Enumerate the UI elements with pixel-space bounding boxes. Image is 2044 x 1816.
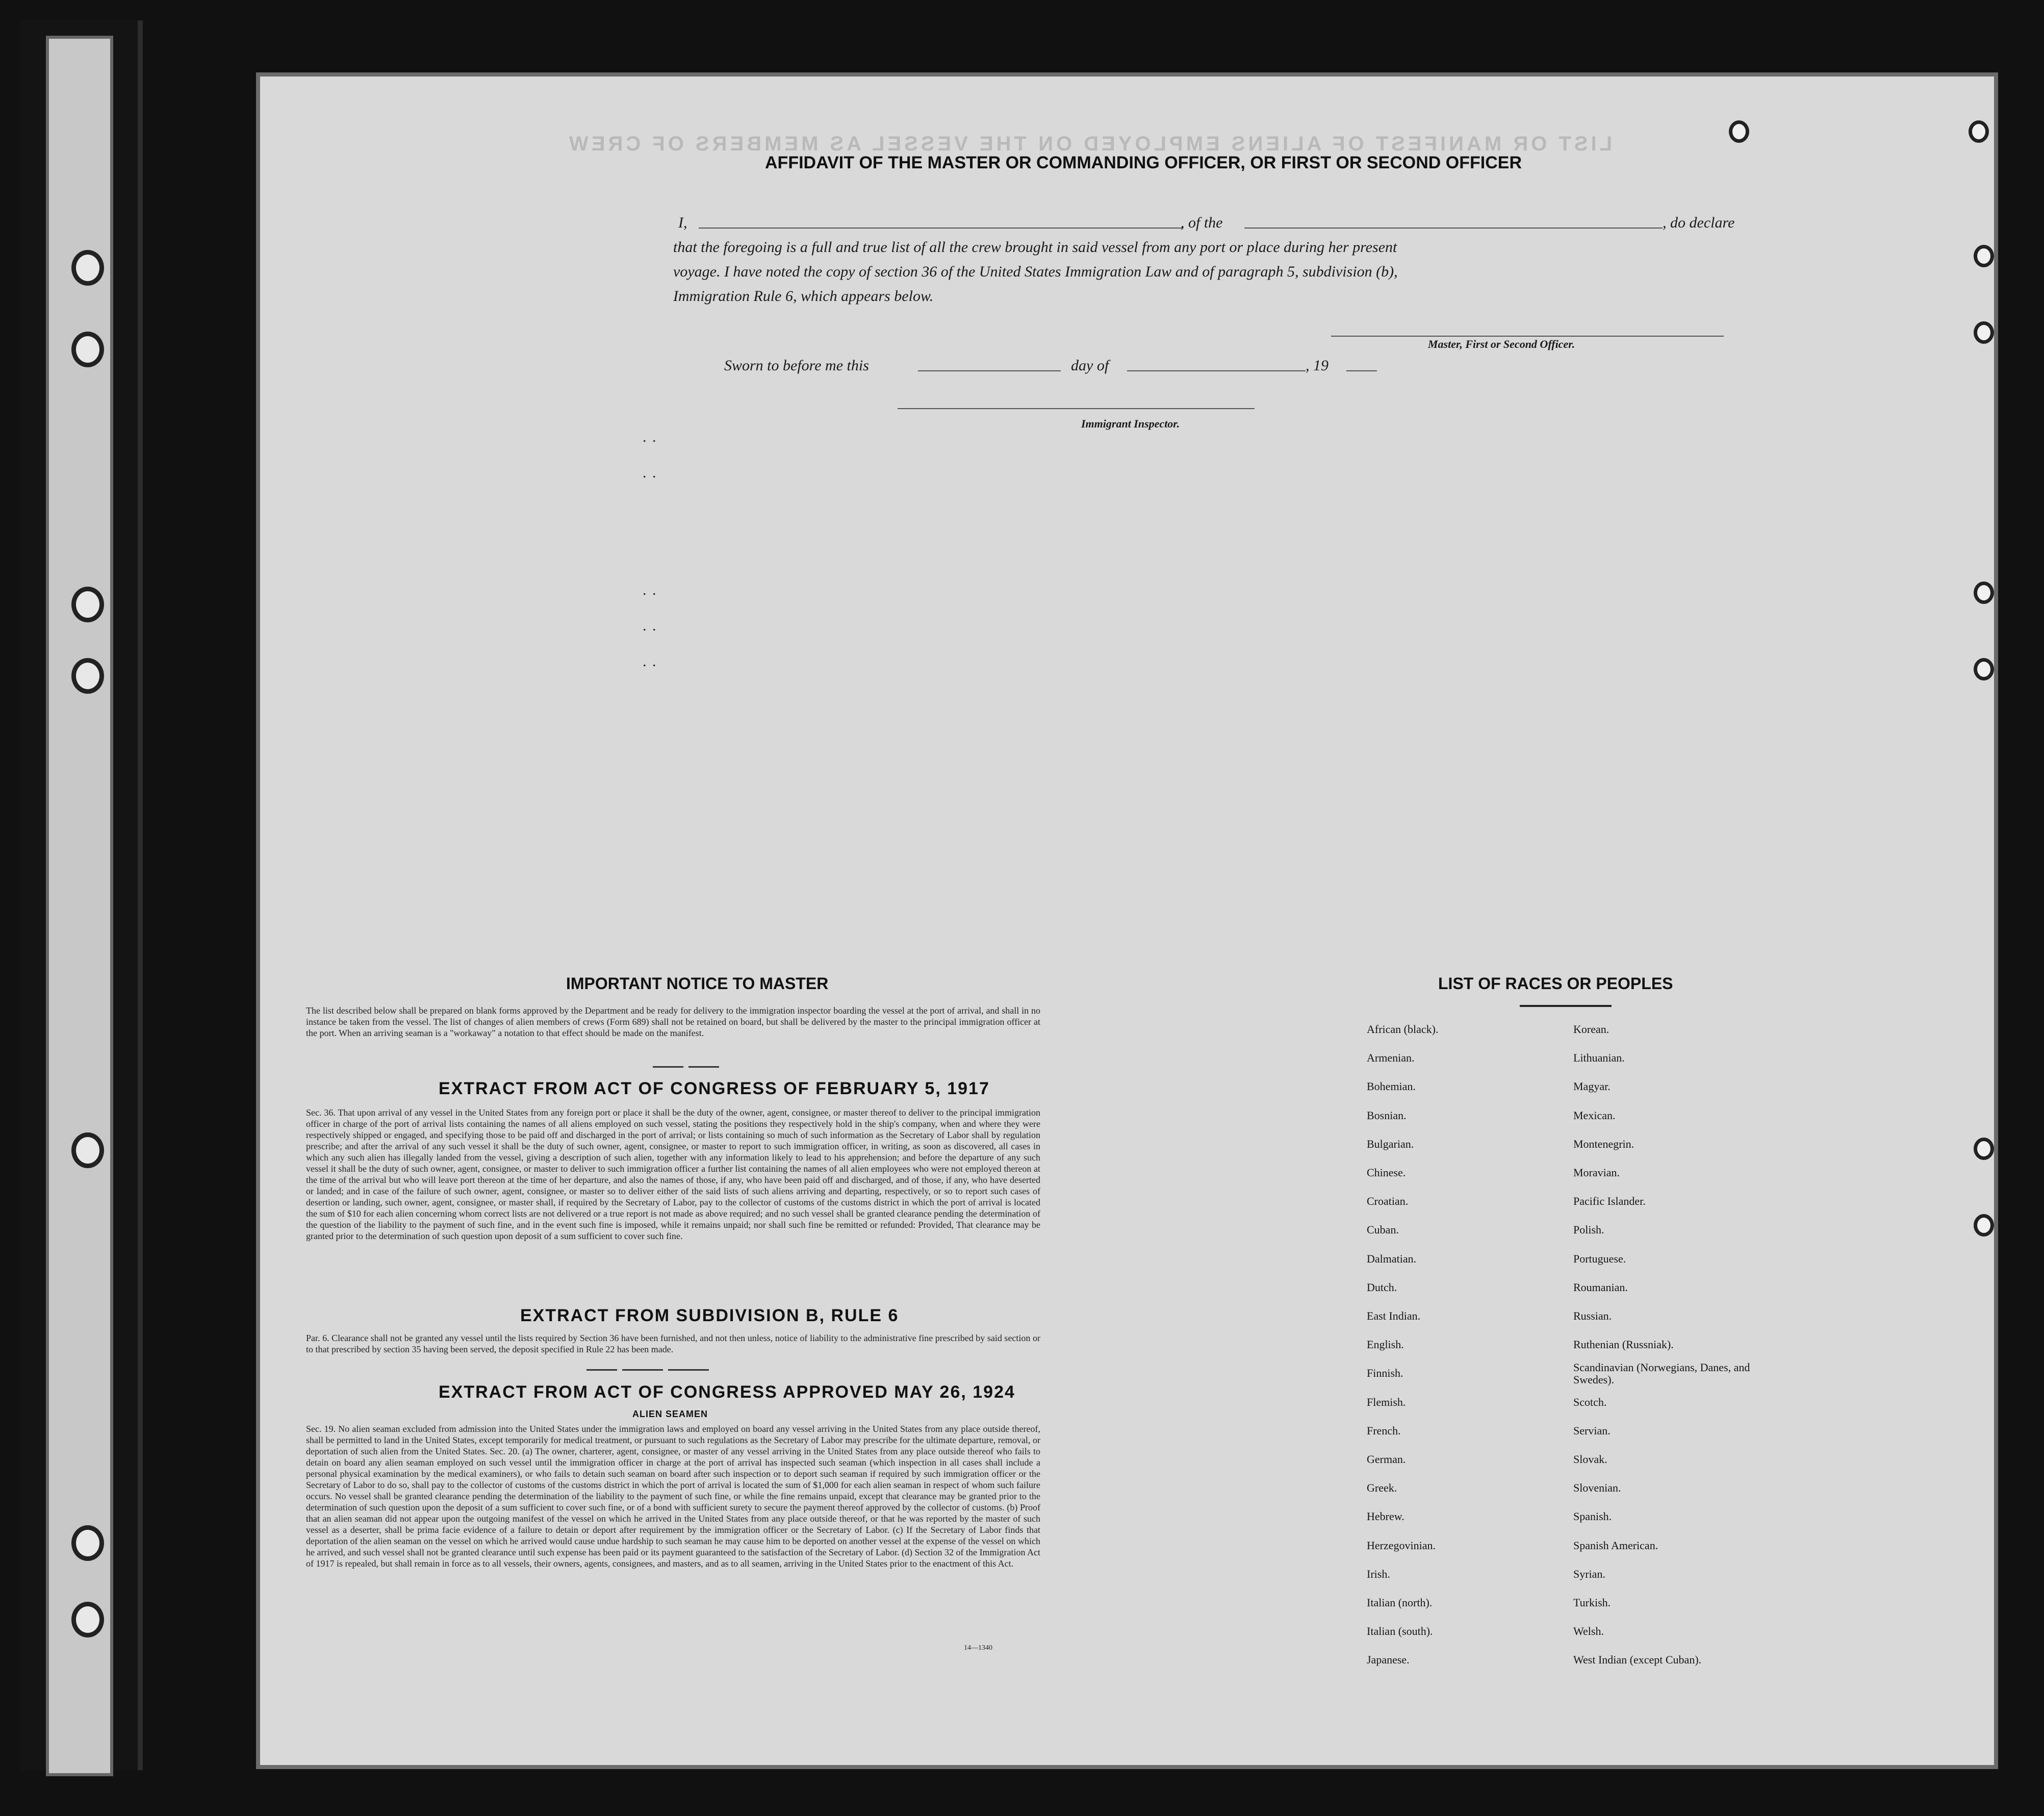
- binder-ring: [71, 1525, 104, 1561]
- race-item: Chinese.: [1367, 1166, 1406, 1179]
- race-item: Flemish.: [1367, 1395, 1406, 1408]
- race-item: Irish.: [1367, 1567, 1390, 1580]
- punch-hole: [1974, 1138, 1994, 1160]
- race-item: Ruthenian (Russniak).: [1573, 1338, 1674, 1351]
- binder-ring: [71, 250, 104, 286]
- race-item: Dutch.: [1367, 1280, 1397, 1294]
- ghost-row-mark: . .: [643, 464, 657, 481]
- race-item: Montenegrin.: [1573, 1137, 1634, 1150]
- form-number: 14—1340: [964, 1644, 992, 1652]
- binder-ring: [71, 587, 104, 622]
- race-item: Bulgarian.: [1367, 1137, 1414, 1150]
- affidavit-i: I,: [678, 214, 687, 231]
- affidavit-declare: , do declare: [1663, 214, 1735, 231]
- race-item: Welsh.: [1573, 1625, 1604, 1638]
- blank-name: [699, 228, 1183, 229]
- race-item: Portuguese.: [1573, 1252, 1626, 1265]
- race-item: Armenian.: [1367, 1051, 1415, 1065]
- race-item: Roumanian.: [1573, 1280, 1628, 1294]
- race-item: Pacific Islander.: [1573, 1195, 1646, 1208]
- race-item: Moravian.: [1573, 1166, 1620, 1179]
- show-through-header: LIST OR MANIFEST OF ALIENS EMPLOYED ON THE VESSEL AS MEMBERS OF CREW: [566, 133, 1613, 155]
- extract-1924-body: Sec. 19. No alien seaman excluded from admission into the United States under the immigration laws and employed on board any vessel arriving in the United States from any place outside thereof, shall be permitted to land in the United States, except temporarily for medical treatment, or pursuant to such regulations as the Secretary of Labor may prescribe for the ultimate departure, removal, or deportation of such alien from the United States. Sec. 20. (a) The owner, charterer, agent, consignee, or master of any vessel arriving in the United States from any place outside thereof who fails to detain on board any alien seaman employed on such vessel until the immigration officer in charge at the port of arrival has inspected such seaman (which inspection in all cases shall include a personal physical examination by the medical examiners), or who fails to detain such seaman on board after such inspection or to deport such seaman if required by such immigration officer or the Secretary of Labor to do so, shall pay to the collector of customs of the customs district in which the port of arrival is located the sum of $1,000 for each alien seaman in respect of whom such failure occurs. No vessel shall be granted clearance pending the determination of the liability to the payment of such fine, or while the fine remains unpaid, except that clearance may be granted prior to the determination of such question upon the deposit of a sum sufficient to cover such fine, or of a bond with sufficient surety to secure the payment thereof approved by the collector of customs. (b) Proof that an alien seaman did not appear upon the outgoing manifest of the vessel on which he arrived in the United States from any place outside thereof, or that he was reported by the master of such vessel as a deserter, shall be prima facie evidence of a failure to detain or deport after requirement by the immigration officer or the Secretary of Labor. (c) If the Secretary of Labor finds that deportation of the alien seaman on the vessel on which he arrived would cause undue hardship to such seaman he may cause him to be deported on another vessel at the expense of the vessel on which he arrived, and such vessel shall not be granted clearance until such expense has been paid or its payment guaranteed to the satisfaction of the Secretary of Labor. (d) Section 32 of the Immigration Act of 1917 is repealed, but shall remain in force as to all vessels, their owners, agents, consignees, and masters, and as to all seamen, arriving in the United States prior to the enactment of this Act.: [306, 1424, 1040, 1569]
- race-item: Finnish.: [1367, 1367, 1403, 1380]
- blank-day: [918, 370, 1061, 371]
- signature-label: Master, First or Second Officer.: [1428, 338, 1575, 350]
- blank-month: [1127, 370, 1306, 371]
- punch-hole: [1969, 120, 1989, 143]
- race-item: Scotch.: [1573, 1395, 1607, 1408]
- race-item: Syrian.: [1573, 1567, 1605, 1580]
- race-item: East Indian.: [1367, 1309, 1421, 1322]
- separator: [668, 1369, 709, 1371]
- race-item: Lithuanian.: [1573, 1051, 1625, 1065]
- punch-hole: [1974, 582, 1994, 604]
- affidavit-line3: voyage. I have noted the copy of section 36 of the United States Immigration Law and of paragraph 5, subdivision (b),: [673, 263, 1398, 280]
- affidavit-title: AFFIDAVIT OF THE MASTER OR COMMANDING OFFICER, OR FIRST OR SECOND OFFICER: [765, 153, 1522, 172]
- binder-ring: [71, 332, 104, 367]
- affidavit-line4: Immigration Rule 6, which appears below.: [673, 288, 934, 305]
- race-item: Magyar.: [1573, 1080, 1611, 1093]
- punch-hole: [1974, 321, 1994, 344]
- blank-year: [1346, 370, 1377, 371]
- binder-strip: [46, 36, 113, 1776]
- binder-ring: [71, 1132, 104, 1168]
- race-item: Dalmatian.: [1367, 1252, 1417, 1265]
- races-title: LIST OF RACES OR PEOPLES: [1438, 974, 1673, 993]
- race-item: English.: [1367, 1338, 1404, 1351]
- race-item: Russian.: [1573, 1309, 1612, 1322]
- separator: [622, 1369, 663, 1371]
- race-item: Spanish.: [1573, 1510, 1612, 1523]
- affidavit-of-the: , of the: [1181, 214, 1223, 231]
- extract-1917-body: Sec. 36. That upon arrival of any vessel in the United States from any foreign port or place it shall be the duty of the owner, agent, consignee, or master thereof to deliver to the principal immigration officer in charge of the port of arrival lists containing the names of all aliens employed on such vessel, stating the positions they respectively hold in the ship's company, when and where they were respectively shipped or engaged, and specifying those to be paid off and discharged in the port of arrival; or lists containing so much of such information as the Secretary of Labor shall by regulation prescribe; and after the arrival of any such vessel it shall be the duty of such owner, agent, consignee, or master to report to such immigration officer, in writing, as soon as discovered, all cases in which any such alien has illegally landed from the vessel, giving a description of such alien, together with any information likely to lead to his apprehension; and before the departure of any such vessel it shall be the duty of such owner, agent, consignee, or master to deliver to such immigration officer a further list containing the names of all alien employees who were not employed thereon at the time of the arrival but who will leave port thereon at the time of her departure, and also the names of those, if any, who have been paid off and discharged, and of those, if any, who have deserted or landed; and in case of the failure of such owner, agent, consignee, or master so to deliver either of the said lists of such aliens arriving and departing, respectively, or so to report such cases of desertion or landing, such owner, agent, consignee, or master shall, if required by the Secretary of Labor, pay to the collector of customs of the customs district in which the port of arrival is located the sum of $10 for each alien concerning whom correct lists are not delivered or a true report is not made as above required; and no such vessel shall be granted clearance pending the determination of the question of the liability to the payment of such fine, and in the event such fine is imposed, while it remains unpaid; nor shall such fine be remitted or refunded: Provided, That clearance may be granted prior to the determination of such question upon deposit of a sum sufficient to cover such fine.: [306, 1107, 1040, 1241]
- binder-ring: [71, 1602, 104, 1637]
- race-item: Herzegovinian.: [1367, 1538, 1436, 1552]
- race-item: French.: [1367, 1424, 1401, 1437]
- extract-1924-title: EXTRACT FROM ACT OF CONGRESS APPROVED MAY 26, 1924: [439, 1382, 1015, 1402]
- ghost-row-mark: . .: [643, 428, 657, 445]
- race-item: African (black).: [1367, 1023, 1439, 1036]
- race-item: Slovak.: [1573, 1453, 1607, 1466]
- extract-1924-subtitle: ALIEN SEAMEN: [632, 1409, 708, 1419]
- inspector-label: Immigrant Inspector.: [1081, 417, 1180, 430]
- extract-rule6-title: EXTRACT FROM SUBDIVISION B, RULE 6: [520, 1306, 899, 1325]
- race-item: Scandinavian (Norwegians, Danes, and Swedes).: [1573, 1361, 1750, 1386]
- document-sheet: [260, 77, 1994, 1765]
- extract-rule6-body: Par. 6. Clearance shall not be granted any vessel until the lists required by Section 36 have been furnished, and not then unless, notice of liability to the administrative fine prescribed by said section or to that prescribed by section 35 having been served, the deposit specified in Rule 22 has been made.: [306, 1333, 1040, 1354]
- signature-line: [1331, 336, 1724, 337]
- race-item: Korean.: [1573, 1023, 1609, 1036]
- race-item: Slovenian.: [1573, 1481, 1621, 1495]
- race-item: Spanish American.: [1573, 1538, 1658, 1552]
- race-item: Mexican.: [1573, 1108, 1616, 1122]
- affidavit-line2: that the foregoing is a full and true list of all the crew brought in said vessel from any port or place during her present: [673, 239, 1397, 256]
- separator: [653, 1066, 683, 1068]
- extract-1917-title: EXTRACT FROM ACT OF CONGRESS OF FEBRUARY 5, 1917: [439, 1079, 990, 1098]
- sworn-text: Sworn to before me this: [724, 357, 869, 374]
- inspector-line: [898, 408, 1255, 409]
- race-item: West Indian (except Cuban).: [1573, 1653, 1702, 1667]
- punch-hole: [1974, 245, 1994, 267]
- race-item: German.: [1367, 1453, 1406, 1466]
- ghost-row-mark: . .: [643, 653, 657, 670]
- sworn-year: , 19: [1306, 357, 1328, 374]
- separator: [586, 1369, 617, 1371]
- separator: [688, 1066, 719, 1068]
- blank-vessel: [1244, 228, 1663, 229]
- race-item: Italian (south).: [1367, 1625, 1433, 1638]
- race-item: Croatian.: [1367, 1195, 1409, 1208]
- sworn-day-of: day of: [1071, 357, 1109, 374]
- notice-body: The list described below shall be prepared on blank forms approved by the Department and be ready for delivery to the immigration inspector boarding the vessel at the port of arrival, and shall in no instance be taken from the vessel. The list of changes of alien members of crews (Form 689) shall not be retained on board, but shall be delivered by the master to the principal immigration officer at the port. When an arriving seaman is a "workaway" a notation to that effect should be made on the manifest.: [306, 1005, 1040, 1038]
- punch-hole: [1974, 658, 1994, 680]
- races-title-rule: [1520, 1005, 1612, 1007]
- race-item: Italian (north).: [1367, 1596, 1433, 1609]
- punch-hole: [1729, 120, 1749, 143]
- race-item: Bohemian.: [1367, 1080, 1416, 1093]
- race-item: Bosnian.: [1367, 1108, 1407, 1122]
- race-item: Turkish.: [1573, 1596, 1611, 1609]
- race-item: Greek.: [1367, 1481, 1397, 1495]
- race-item: Polish.: [1573, 1223, 1604, 1237]
- binder-ring: [71, 658, 104, 694]
- ghost-row-mark: . .: [643, 617, 657, 634]
- ghost-row-mark: . .: [643, 582, 657, 598]
- race-item: Servian.: [1573, 1424, 1611, 1437]
- punch-hole: [1974, 1214, 1994, 1237]
- race-item: Cuban.: [1367, 1223, 1399, 1237]
- race-item: Hebrew.: [1367, 1510, 1404, 1523]
- race-item: Japanese.: [1367, 1653, 1410, 1667]
- notice-title: IMPORTANT NOTICE TO MASTER: [566, 974, 829, 993]
